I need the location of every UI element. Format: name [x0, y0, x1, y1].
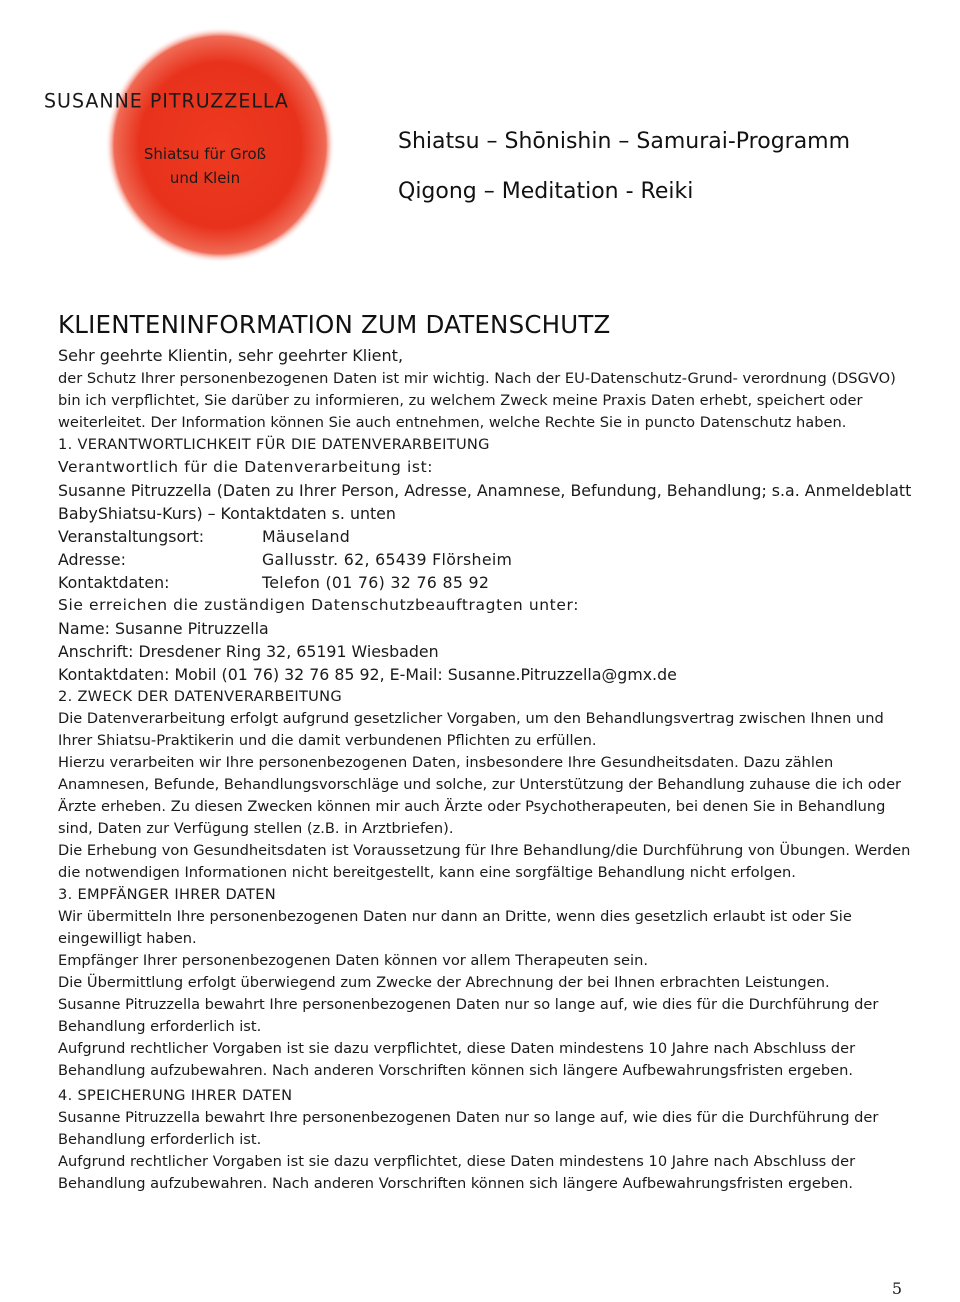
responsible-text: Susanne Pitruzzella (Daten zu Ihrer Person, Adresse, Anamnese, Befundung, Behandlung; s.a. Anmeldeblatt BabyShiatsu-Kurs) – Kontaktdaten s. unten [58, 481, 912, 523]
info-row-address [58, 548, 918, 571]
dpo-contact: Kontaktdaten: Mobil (01 76) 32 76 85 92, E-Mail: Susanne.Pitruzzella@gmx.de [58, 665, 677, 684]
info-value: Gallusstr. 62, 65439 Flörsheim [262, 550, 513, 569]
section-2-paragraph: Hierzu verarbeiten wir Ihre personenbezogenen Daten, insbesondere Ihre Gesundheitsdaten. Dazu zählen Anamnesen, Befunde, Behandlungsvorschläge und solche, zur Unterstützung der Behandlung zuhause die ich oder Ärzte erheben. Zu diesen Zwecken können mir auch Ärzte oder Psychotherapeuten, bei denen Sie in Behandlung sind, Daten zur Verfügung stellen (z.B. in Arztbriefen). [58, 754, 902, 837]
salutation: Sehr geehrte Klientin, sehr geehrter Klient, [58, 346, 404, 365]
section-2-heading: 2. ZWECK DER DATENVERARBEITUNG [58, 688, 342, 705]
section-3-paragraph: Aufgrund rechtlicher Vorgaben ist sie dazu verpflichtet, diese Daten mindestens 10 Jahre nach Abschluss der Behandlung aufzubewahren. Nach anderen Vorschriften können sich längere Aufbewahrungsfristen ergeben. [58, 1040, 856, 1079]
section-4-paragraph: Susanne Pitruzzella bewahrt Ihre personenbezogenen Daten nur so lange auf, wie dies für die Durchführung der Behandlung erforderlich ist. [58, 1109, 879, 1148]
section-3-paragraph: Susanne Pitruzzella bewahrt Ihre personenbezogenen Daten nur so lange auf, wie dies für die Durchführung der Behandlung erforderlich ist. [58, 996, 879, 1035]
dpo-address: Anschrift: Dresdener Ring 32, 65191 Wiesbaden [58, 642, 439, 661]
section-3-paragraph: Empfänger Ihrer personenbezogenen Daten können vor allem Therapeuten sein. [58, 952, 648, 969]
logo-name: SUSANNE PITRUZZELLA [44, 89, 289, 113]
section-4-paragraph: Aufgrund rechtlicher Vorgaben ist sie dazu verpflichtet, diese Daten mindestens 10 Jahre nach Abschluss der Behandlung aufzubewahren. Nach anderen Vorschriften können sich längere Aufbewahrungsfristen ergeben. [58, 1153, 856, 1192]
header-line-1: Shiatsu – Shōnishin – Samurai-Programm [398, 129, 851, 154]
section-2-paragraph: Die Erhebung von Gesundheitsdaten ist Voraussetzung für Ihre Behandlung/die Durchführung von Übungen. Werden die notwendigen Informationen nicht bereitgestellt, kann eine sorgfältige Behandlung nicht erfolgen. [58, 842, 911, 881]
logo-subtitle-line2: und Klein [169, 169, 241, 187]
document-body [58, 308, 918, 1195]
info-value: Telefon (01 76) 32 76 85 92 [262, 573, 490, 592]
info-key: Adresse: [58, 550, 126, 569]
intro-paragraph: der Schutz Ihrer personenbezogenen Daten ist mir wichtig. Nach der EU-Datenschutz-Grund- verordnung (DSGVO) bin ich verpflichtet, Sie darüber zu informieren, zu welchem Zweck meine Praxis Daten erhebt, speichert oder weiterleitet. Der Information können Sie auch entnehmen, welche Rechte Sie in puncto Datenschutz haben. [58, 370, 896, 431]
info-key: Veranstaltungsort: [58, 527, 205, 546]
page-number: 5 [891, 1279, 902, 1298]
header-offerings [398, 122, 850, 222]
section-1-heading: 1. VERANTWORTLICHKEIT FÜR DIE DATENVERARBEITUNG [58, 436, 490, 453]
logo-subtitle [130, 142, 280, 190]
section-2-paragraph: Die Datenverarbeitung erfolgt aufgrund gesetzlicher Vorgaben, um den Behandlungsvertrag zwischen Ihnen und Ihrer Shiatsu-Praktikerin und die damit verbundenen Pflichten zu erfüllen. [58, 710, 884, 749]
dpo-label: Sie erreichen die zuständigen Datenschutzbeauftragten unter: [58, 596, 580, 614]
section-3-paragraph: Wir übermitteln Ihre personenbezogenen Daten nur dann an Dritte, wenn dies gesetzlich erlaubt ist oder Sie eingewilligt haben. [58, 908, 852, 947]
header-line-2: Qigong – Meditation - Reiki [398, 179, 694, 204]
dpo-name: Name: Susanne Pitruzzella [58, 619, 269, 638]
page-title: KLIENTENINFORMATION ZUM DATENSCHUTZ [58, 310, 611, 339]
info-row-location [58, 525, 918, 548]
info-row-contact [58, 571, 918, 594]
responsible-label: Verantwortlich für die Datenverarbeitung ist: [58, 458, 434, 476]
section-3-heading: 3. EMPFÄNGER IHRER DATEN [58, 886, 276, 903]
info-value: Mäuseland [262, 527, 351, 546]
logo-subtitle-line1: Shiatsu für Groß [143, 145, 267, 163]
info-key: Kontaktdaten: [58, 573, 170, 592]
section-3-paragraph: Die Übermittlung erfolgt überwiegend zum Zwecke der Abrechnung der bei Ihnen erbrachten Leistungen. [58, 974, 830, 991]
section-4-heading: 4. SPEICHERUNG IHRER DATEN [58, 1087, 293, 1104]
